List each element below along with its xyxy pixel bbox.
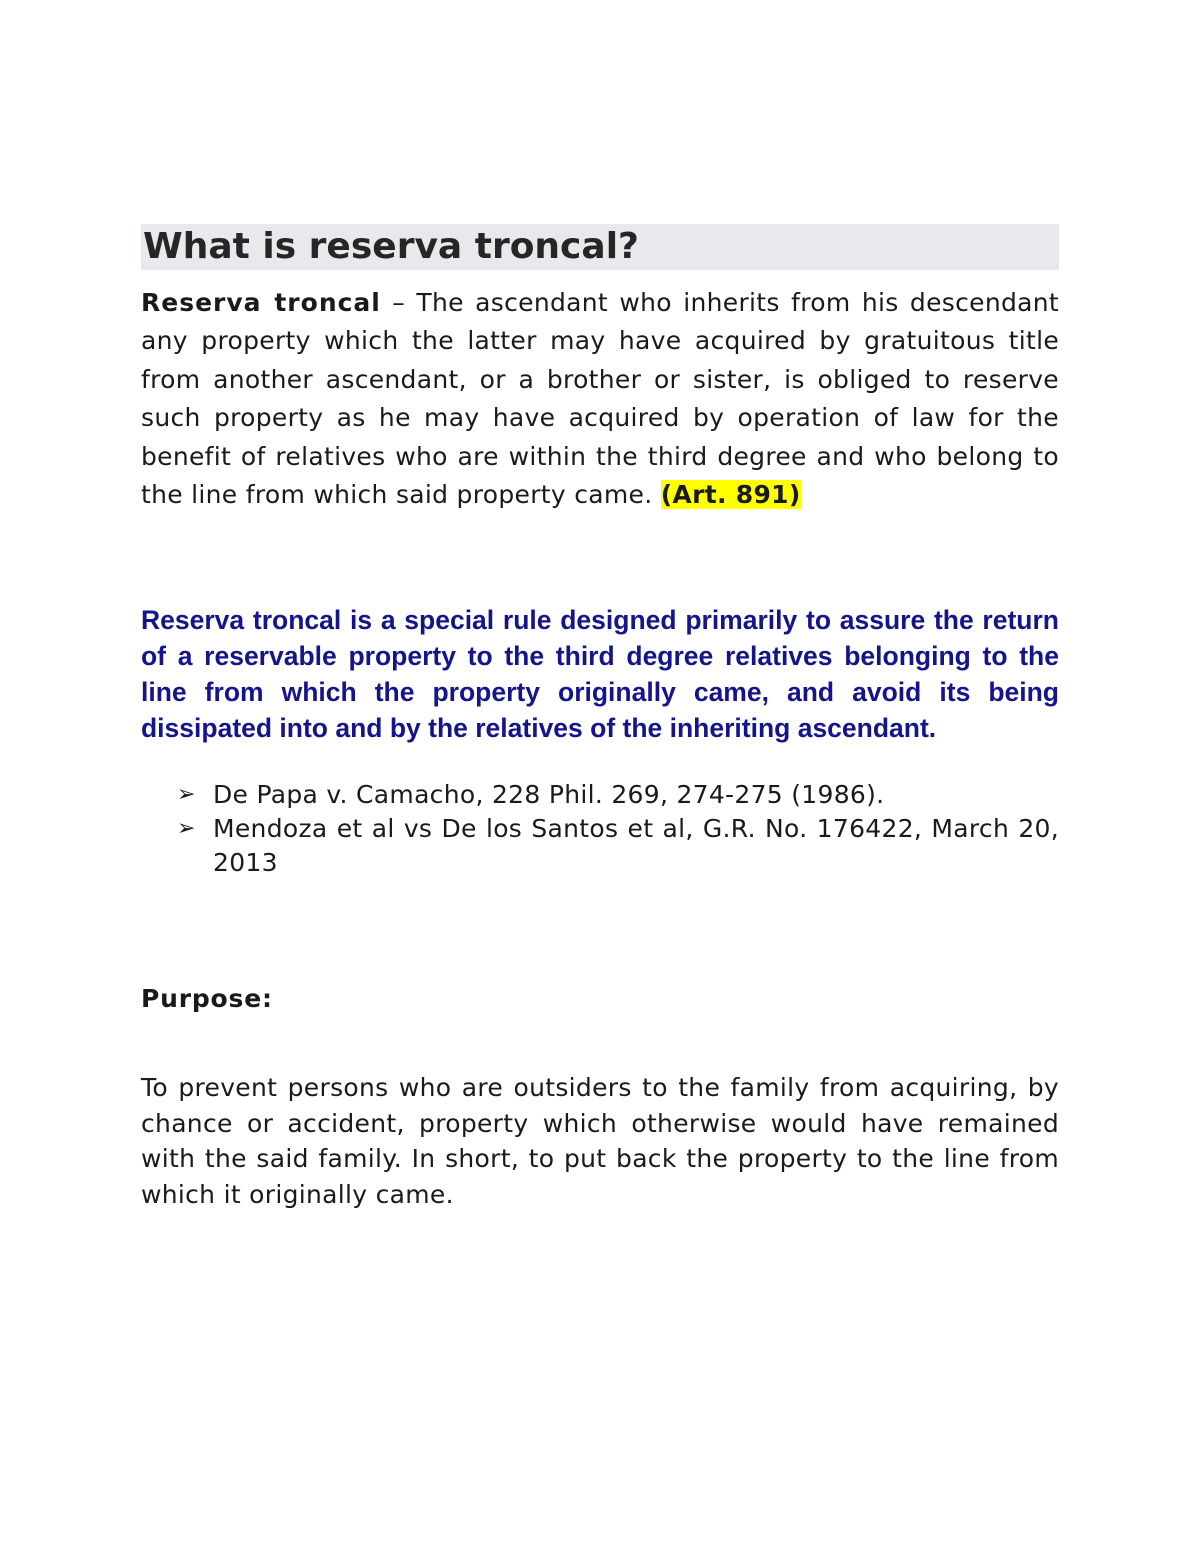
purpose-heading: Purpose: [141,984,273,1014]
definition-dash: – [380,288,417,317]
case-citation: Mendoza et al vs De los Santos et al, G.R. No. 176422, March 20, 2013 [213,814,1059,878]
list-item [141,812,1059,880]
document-page [141,224,1059,1212]
purpose-paragraph: To prevent persons who are outsiders to the family from acquiring, by chance or accident, property which otherwise would have remained with the said family. In short, to put back the property to the line from which it originally came. [141,1073,1059,1209]
article-citation: (Art. 891) [660,480,801,510]
list-item [141,778,1059,812]
arrow-bullet-icon: ➢ [177,782,196,808]
case-citation: De Papa v. Camacho, 228 Phil. 269, 274-275 (1986). [213,780,885,810]
definition-paragraph [141,284,1059,514]
definition-term: Reserva troncal [141,288,381,317]
definition-text: The ascendant who inherits from his descendant any property which the latter may have acquired by gratuitous title from another ascendant, or a brother or sister, is obliged to reserve such property as he may have acquired by operation of law for the benefit of relatives who are within the third degree and who belong to the line from which said property came. [141,288,1059,510]
summary-paragraph: Reserva troncal is a special rule designed primarily to assure the return of a reservable property to the third degree relatives belonging to the line from which the property originally came, and avoid its being dissipated into and by the relatives of the inheriting ascendant. [141,605,1059,744]
case-list [141,778,1059,880]
page-title: What is reserva troncal? [141,224,1059,270]
arrow-bullet-icon: ➢ [177,816,196,842]
